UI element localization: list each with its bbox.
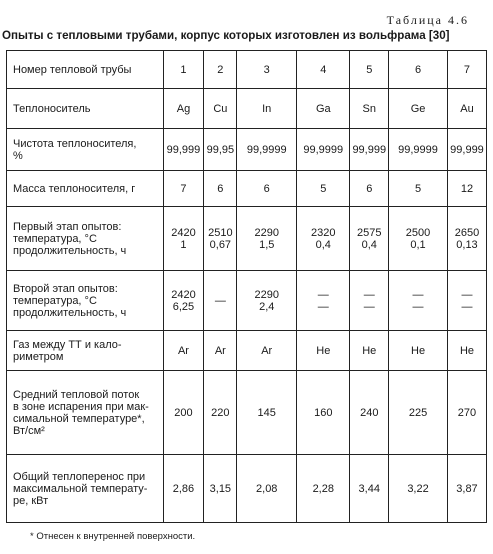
cell-value: 1,5 <box>259 238 275 251</box>
table-row <box>7 207 487 271</box>
cell-value: 99,999 <box>450 143 484 156</box>
table-cell <box>237 455 297 523</box>
data-table <box>6 50 487 523</box>
cell-value: 2,4 <box>259 300 275 313</box>
cell-value: 99,999 <box>166 143 201 156</box>
cell-value: 2,86 <box>172 482 195 495</box>
cell-value: 3 <box>263 63 270 76</box>
cell-value: 2510 <box>208 226 233 239</box>
cell-value: — <box>461 300 473 313</box>
table-cell <box>204 371 237 455</box>
table-cell <box>204 271 237 331</box>
table-caption: Опыты с тепловыми трубами, корпус которых изготовлен из вольфрама [30] <box>2 29 450 42</box>
table-cell <box>204 171 237 207</box>
cell-value: 2575 <box>357 226 382 239</box>
table-cell <box>389 331 448 371</box>
table-cell <box>447 371 486 455</box>
cell-value: 2290 <box>254 288 279 301</box>
table-row <box>7 51 487 89</box>
row-label-line: ре, кВт <box>13 494 49 507</box>
cell-value: 2420 <box>171 288 196 301</box>
row-label-line: Средний тепловой поток <box>13 388 140 401</box>
row-label <box>7 371 164 455</box>
table-cell <box>350 129 389 171</box>
table-cell <box>447 455 486 523</box>
table-cell <box>447 207 486 271</box>
cell-value: — <box>214 294 226 307</box>
table-cell <box>237 129 297 171</box>
row-label-line: Вт/см² <box>13 424 45 437</box>
cell-value: 99,9999 <box>246 143 287 156</box>
cell-value: 5 <box>366 63 373 76</box>
table-cell <box>389 171 448 207</box>
cell-value: — <box>317 288 329 301</box>
table-cell <box>447 89 486 129</box>
cell-value: Ar <box>214 344 226 357</box>
table-row <box>7 371 487 455</box>
table-cell <box>350 51 389 89</box>
row-label-line: % <box>13 149 23 162</box>
cell-value: He <box>362 344 377 357</box>
table-cell <box>297 89 350 129</box>
cell-value: 0,13 <box>456 238 478 251</box>
table-cell <box>163 89 204 129</box>
table-cell <box>204 51 237 89</box>
table-row <box>7 89 487 129</box>
cell-value: — <box>412 288 424 301</box>
table-cell <box>237 271 297 331</box>
footnote: * Отнесен к внутренней поверхности. <box>30 531 196 542</box>
row-label <box>7 129 164 171</box>
cell-value: Cu <box>213 102 228 115</box>
cell-value: 6,25 <box>172 300 195 313</box>
row-label <box>7 171 164 207</box>
table-cell <box>163 331 204 371</box>
cell-value: 1 <box>180 238 187 251</box>
cell-value: 7 <box>463 63 471 76</box>
table-cell <box>163 171 204 207</box>
table-cell <box>237 171 297 207</box>
row-label-line: Первый этап опытов: <box>13 220 122 233</box>
row-label-line: Второй этап опытов: <box>13 282 118 295</box>
cell-value: He <box>411 344 426 357</box>
cell-value: In <box>262 102 272 115</box>
cell-value: 225 <box>408 406 428 419</box>
cell-value: 2420 <box>171 226 196 239</box>
row-label-line: Газ между ТТ и кало- <box>13 338 122 351</box>
cell-value: Ar <box>261 344 273 357</box>
table-cell <box>237 207 297 271</box>
table-cell <box>447 271 486 331</box>
table-cell <box>297 207 350 271</box>
cell-value: 5 <box>414 182 422 195</box>
cell-value: 99,9999 <box>398 143 438 156</box>
row-label-line: продолжительность, ч <box>13 244 127 257</box>
table-cell <box>297 271 350 331</box>
cell-value: 0,4 <box>361 238 377 251</box>
row-label <box>7 89 164 129</box>
table-cell <box>350 271 389 331</box>
table-cell <box>204 455 237 523</box>
table-cell <box>297 455 350 523</box>
cell-value: 3,44 <box>358 482 380 495</box>
cell-value: 0,67 <box>209 238 232 251</box>
cell-value: 5 <box>320 182 327 195</box>
table-cell <box>237 89 297 129</box>
table-row <box>7 455 487 523</box>
table-cell <box>163 271 204 331</box>
cell-value: 160 <box>314 406 333 419</box>
cell-value: Ge <box>410 102 426 115</box>
cell-value: 0,1 <box>410 238 426 251</box>
cell-value: 270 <box>457 406 477 419</box>
cell-value: 240 <box>360 406 379 419</box>
cell-value: 1 <box>180 63 187 76</box>
cell-value: 2320 <box>311 226 336 239</box>
cell-value: 6 <box>366 182 373 195</box>
table-cell <box>297 371 350 455</box>
row-label <box>7 455 164 523</box>
cell-value: 145 <box>257 406 276 419</box>
row-label-line: максимальной температу- <box>13 482 148 495</box>
cell-value: 3,15 <box>209 482 232 495</box>
cell-value: 6 <box>414 63 422 76</box>
row-label-line: Общий теплоперенос при <box>13 470 146 483</box>
row-label-line: симальной температуре*, <box>13 412 145 425</box>
cell-value: — <box>363 300 375 313</box>
table-cell <box>204 129 237 171</box>
table-cell <box>297 331 350 371</box>
cell-value: He <box>459 344 475 357</box>
cell-value: 99,999 <box>352 143 387 156</box>
row-label <box>7 331 164 371</box>
row-label-line: в зоне испарения при мак- <box>13 400 149 413</box>
cell-value: Ar <box>177 344 189 357</box>
table-cell <box>163 371 204 455</box>
row-label <box>7 271 164 331</box>
cell-value: He <box>316 344 331 357</box>
table-cell <box>389 129 448 171</box>
cell-value: 220 <box>211 406 230 419</box>
table-cell <box>237 51 297 89</box>
table-cell <box>163 51 204 89</box>
table-row <box>7 331 487 371</box>
table-cell <box>389 371 448 455</box>
cell-value: 2 <box>217 63 224 76</box>
cell-value: 99,95 <box>206 143 235 156</box>
cell-value: — <box>317 300 329 313</box>
cell-value: Sn <box>362 102 376 115</box>
row-label-line: риметром <box>13 350 64 363</box>
table-cell <box>389 89 448 129</box>
row-label-line: Масса теплоносителя, г <box>13 182 136 195</box>
row-label-line: температура, °С <box>13 294 97 307</box>
row-label-line: Теплоноситель <box>13 102 91 115</box>
cell-value: 0,4 <box>315 238 331 251</box>
table-cell <box>237 371 297 455</box>
cell-value: 2290 <box>254 226 279 239</box>
cell-value: 6 <box>217 182 224 195</box>
table-cell <box>204 89 237 129</box>
table-cell <box>447 171 486 207</box>
table-cell <box>350 171 389 207</box>
row-label-line: Чистота теплоносителя, <box>13 137 137 150</box>
cell-value: 7 <box>180 182 187 195</box>
table-cell <box>447 331 486 371</box>
row-label <box>7 207 164 271</box>
row-label <box>7 51 164 89</box>
cell-value: 2650 <box>454 226 480 239</box>
table-cell <box>447 129 486 171</box>
table-cell <box>389 207 448 271</box>
table-cell <box>297 171 350 207</box>
cell-value: 3,87 <box>456 482 478 495</box>
table-cell <box>297 51 350 89</box>
cell-value: 99,9999 <box>303 143 344 156</box>
table-cell <box>204 331 237 371</box>
cell-value: — <box>461 288 473 301</box>
row-label-line: Номер тепловой трубы <box>13 63 132 76</box>
table-cell <box>237 331 297 371</box>
cell-value: 200 <box>174 406 193 419</box>
row-label-line: продолжительность, ч <box>13 306 127 319</box>
table-row <box>7 271 487 331</box>
row-label-line: температура, °С <box>13 232 97 245</box>
table-cell <box>204 207 237 271</box>
table-cell <box>447 51 486 89</box>
cell-value: Ag <box>176 102 191 115</box>
table-number: Таблица 4.6 <box>386 13 469 27</box>
cell-value: — <box>412 300 424 313</box>
table-cell <box>350 331 389 371</box>
cell-value: 4 <box>320 63 327 76</box>
table-cell <box>389 51 448 89</box>
table-cell <box>163 207 204 271</box>
table-cell <box>163 129 204 171</box>
table-cell <box>389 455 448 523</box>
cell-value: — <box>363 288 375 301</box>
cell-value: 6 <box>263 182 270 195</box>
cell-value: 2500 <box>405 226 431 239</box>
table-cell <box>350 89 389 129</box>
cell-value: Au <box>460 102 474 115</box>
table-cell <box>389 271 448 331</box>
cell-value: 2,28 <box>312 482 334 495</box>
table-cell <box>163 455 204 523</box>
cell-value: 12 <box>460 182 474 195</box>
table-cell <box>350 371 389 455</box>
cell-value: Ga <box>315 102 331 115</box>
table-row <box>7 129 487 171</box>
cell-value: 2,08 <box>256 482 278 495</box>
table-row <box>7 171 487 207</box>
table-cell <box>350 207 389 271</box>
cell-value: 3,22 <box>407 482 429 495</box>
table-cell <box>350 455 389 523</box>
table-cell <box>297 129 350 171</box>
